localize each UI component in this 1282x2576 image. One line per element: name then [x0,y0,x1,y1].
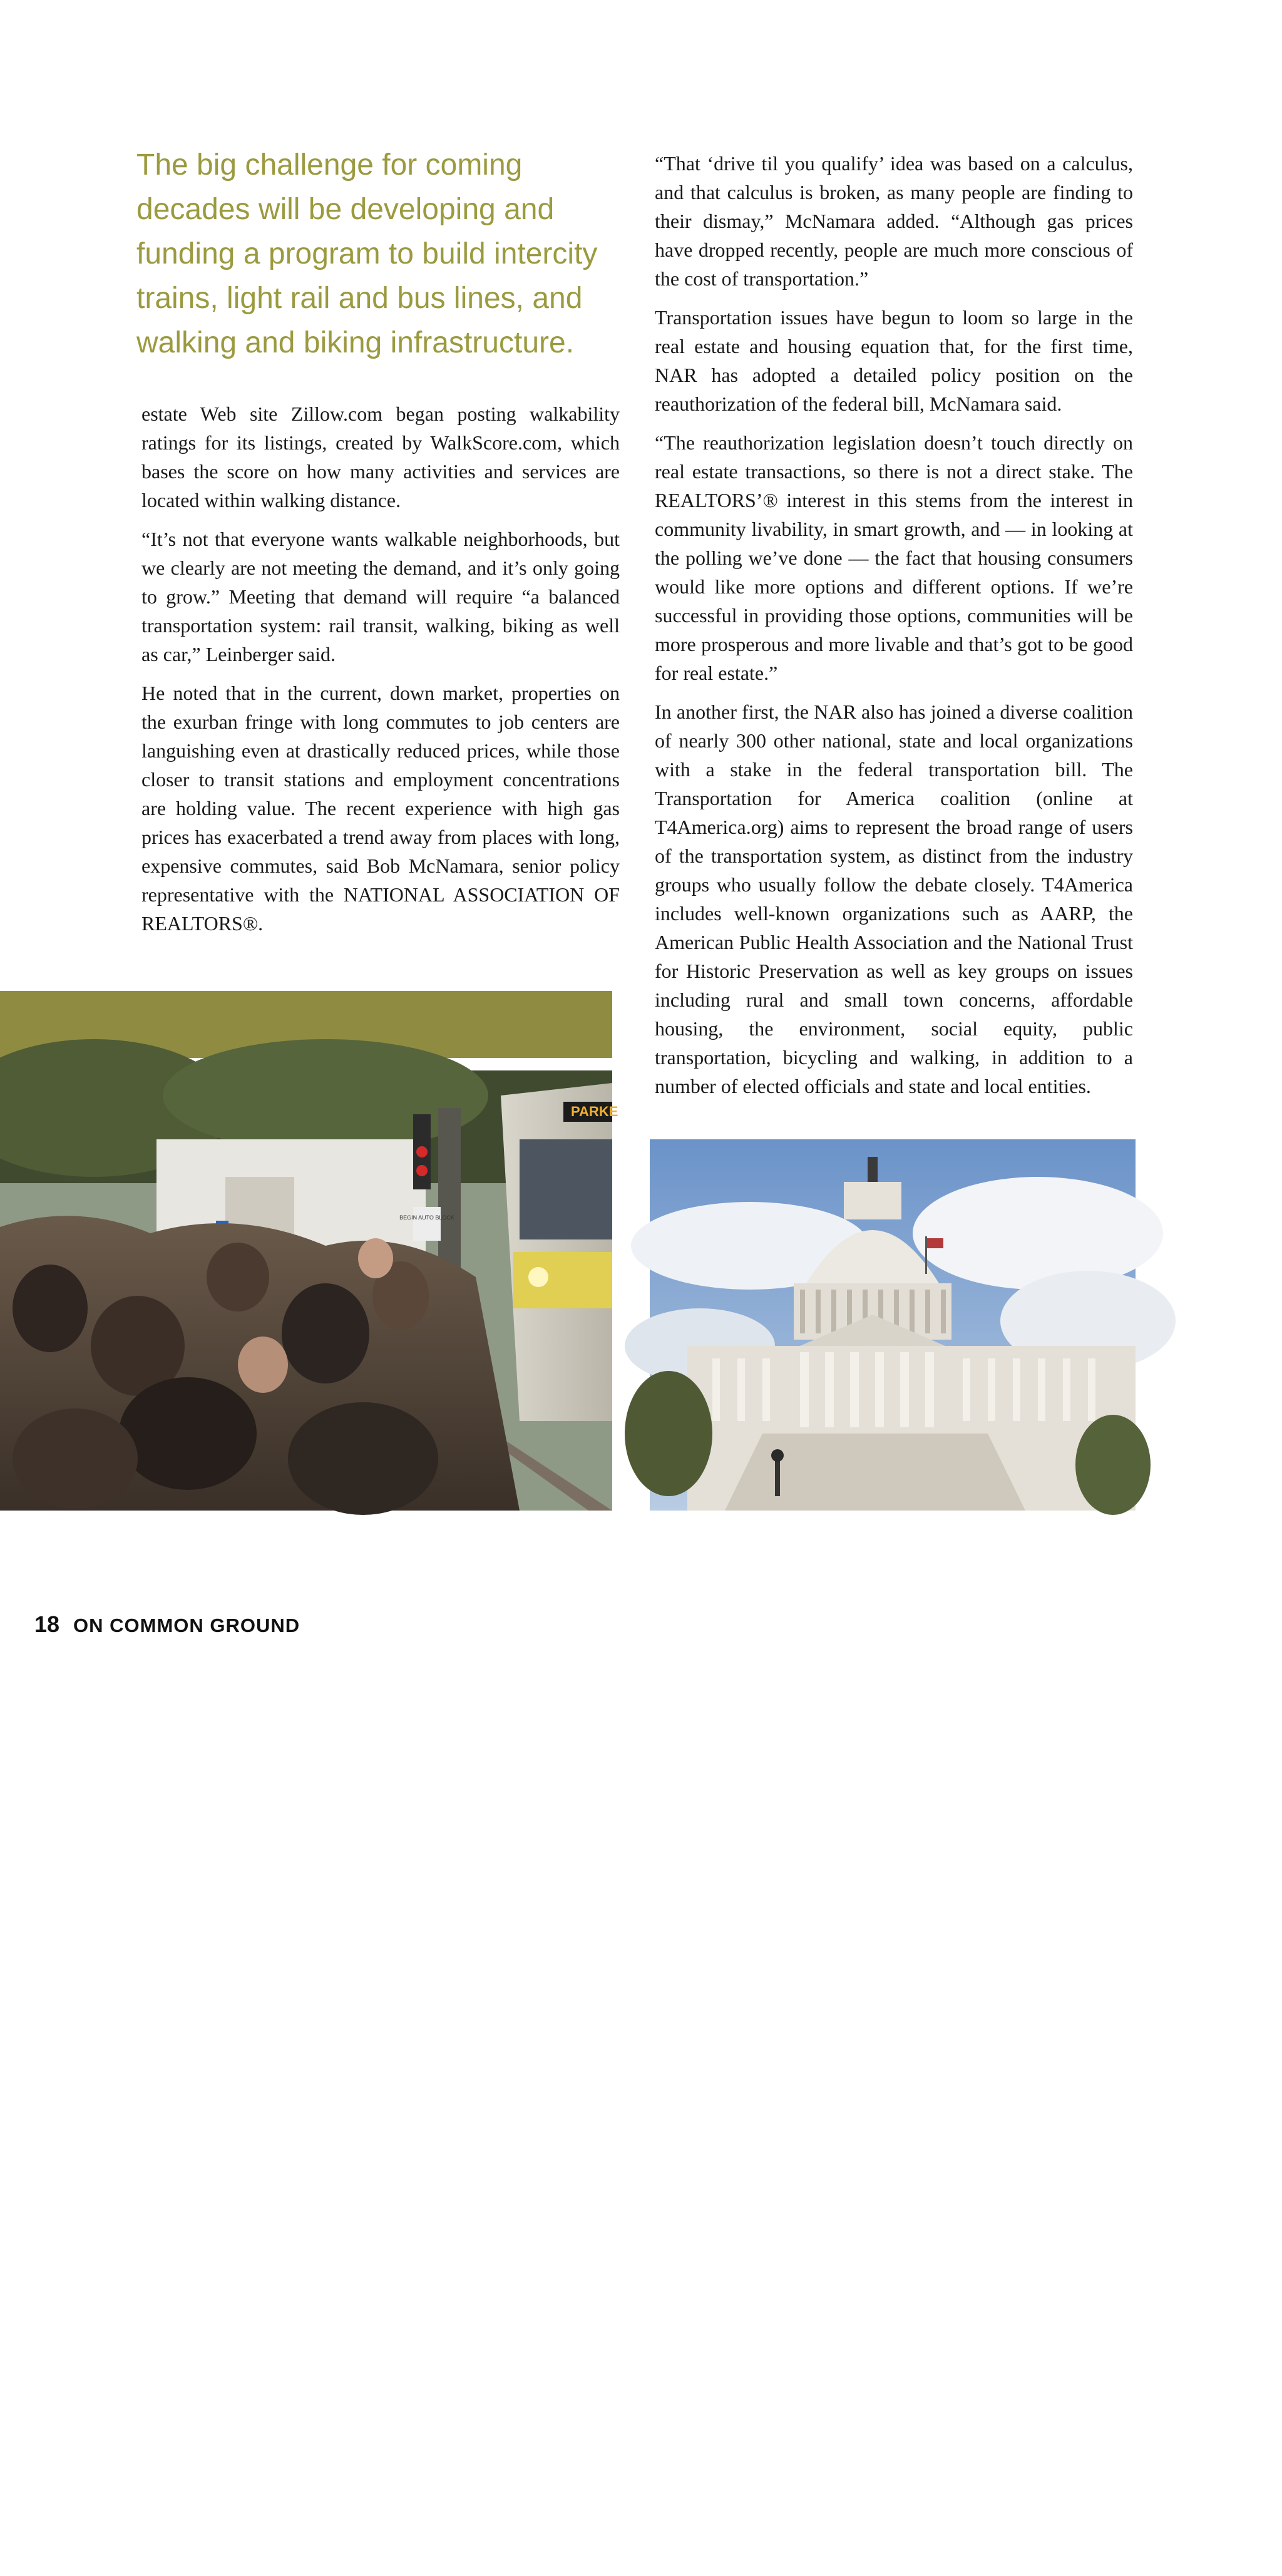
paragraph: Transportation issues have begun to loom so large in the real estate and housing equation that, for the first time, NAR has adopted a detailed policy position on the reauthorization of the federal bill, McNamara said. [655,306,1133,415]
article-left-column [141,399,620,948]
paragraph: “It’s not that everyone wants walkable neighborhoods, but we clearly are not meeting the demand, and it’s only going to grow.” Meeting that demand will require “a balanced transportation system: rail transit, walking, biking as well as car,” Leinberger said. [141,528,620,665]
pull-quote: The big challenge for coming decades will be developing and funding a program to build intercity trains, light rail and bus lines, and walking and biking infrastructure. [136,148,598,359]
train-destination-sign: PARKE [571,1104,618,1119]
paragraph: In another first, the NAR also has joined a diverse coalition of nearly 300 other national, state and local organizations with a stake in the federal transportation bill. The Transportation for America coalition (online at T4America.org) aims to represent the broad range of users of the transportation system, as distinct from the industry groups who usually follow the debate closely. T4America includes well-known organizations such as AARP, the American Public Health Association and the National Trust for Historic Preservation as well as key groups on issues including rural and small town concerns, affordable housing, the environment, social equity, public transportation, bicycling and walking, in addition to a number of elected officials and state and local entities. [655,700,1133,1097]
page-number: 18 [34,1611,60,1637]
article-right-column [655,149,1133,1111]
paragraph: estate Web site Zillow.com began posting walkability ratings for its listings, created by WalkScore.com, which bases the score on how many activities and services are located within walking distance. [141,403,620,511]
paragraph: “The reauthorization legislation doesn’t touch directly on real estate transactions, so there is not a direct stake. The REALTORS’® interest in this stems from the interest in community livability, in smart growth, and — in looking at the polling we’ve done — the fact that housing consumers would like more options and different options. If we’re successful in providing those options, communities will be more prosperous and more livable and that’s got to be good for real estate.” [655,431,1133,684]
paragraph: He noted that in the current, down market, properties on the exurban fringe with long commutes to job centers are languishing even at drastically reduced prices, while those closer to transit stations and employment concentrations are holding value. The recent experience with high gas prices has exacerbated a trend away from places with long, expensive commutes, said Bob McNamara, senior policy representative with the NATIONAL ASSOCIATION OF REALTORS®. [141,682,620,935]
sign-text: BEGIN AUTO BLOCK [399,1214,454,1221]
photo-credit: Courtesy of DART [144,2555,291,2575]
publication-name: ON COMMON GROUND [73,1614,300,1636]
capitol-building-photo [650,1139,1136,1511]
page-footer [34,1611,300,1638]
paragraph: “That ‘drive til you qualify’ idea was based on a calculus, and that calculus is broken, as many people are finding to their dismay,” McNamara added. “Although gas prices have dropped recently, people are much more conscious of the cost of transportation.” [655,152,1133,290]
